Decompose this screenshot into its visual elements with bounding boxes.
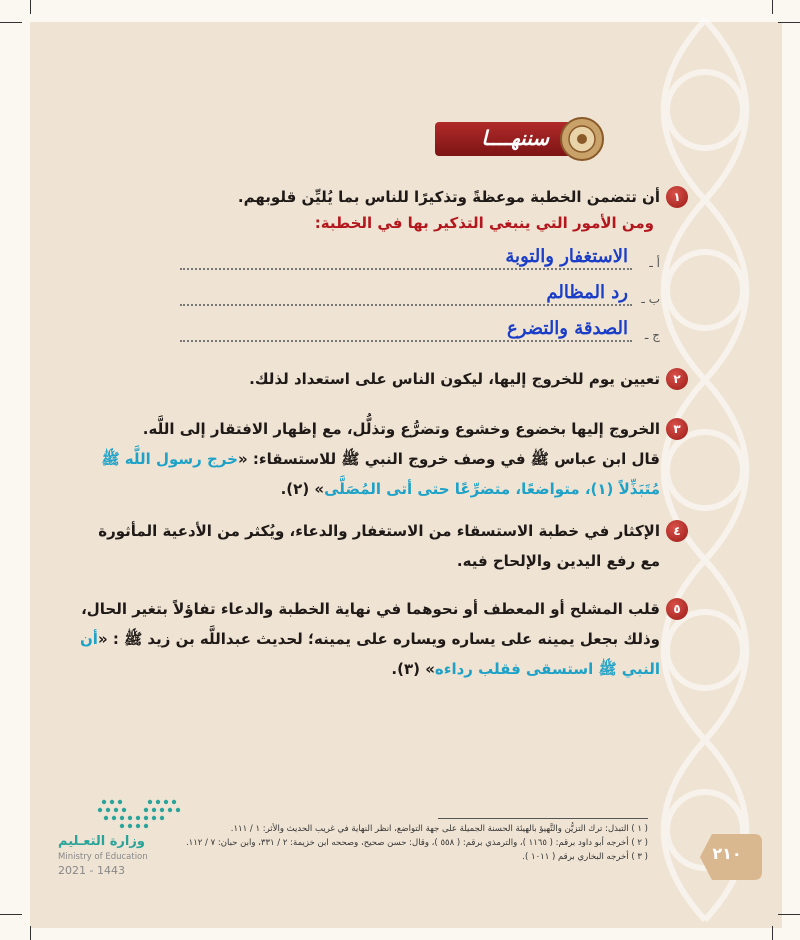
- item-quote-line: [60, 474, 660, 504]
- answer-line: [180, 304, 632, 306]
- section-title: سننهــــا: [481, 126, 549, 150]
- answer-line: [180, 340, 632, 342]
- item-text: تعيين يوم للخروج إليها، ليكون الناس على استعداد لذلك.: [249, 370, 660, 388]
- hadith-quote: أن: [79, 630, 98, 648]
- item-number-badge: ١: [666, 186, 688, 208]
- answer-row-a: [180, 246, 660, 276]
- item-text: أن تتضمن الخطبة موعظةً وتذكيرًا للناس بما يُليِّن قلوبهم.: [237, 188, 660, 206]
- list-item-4: [60, 516, 681, 576]
- ministry-name-arabic: وزارة التعـليم: [58, 834, 145, 849]
- answer-letter: ج ـ: [644, 328, 660, 342]
- answer-text: الاستغفار والتوبة: [505, 246, 628, 267]
- quote-end: » (٢).: [280, 480, 325, 498]
- quote-intro: وذلك بجعل يمينه على يساره ويساره على يمينه؛ لحديث عبداللَّه بن زيد ﷺ : «: [97, 630, 660, 648]
- item-number-badge: ٤: [666, 520, 688, 542]
- list-item-5: [60, 594, 681, 684]
- list-item-3: [60, 414, 681, 504]
- item-text: مع رفع اليدين والإلحاح فيه.: [456, 552, 660, 570]
- hadith-quote: خرج رسول اللَّه ﷺ: [101, 450, 238, 468]
- item-text: الإكثار في خطبة الاستسقاء من الاستغفار والدعاء، ويُكثر من الأدعية المأثورة: [98, 522, 660, 540]
- footnote-1: ( ١ ) التبذل: ترك التزيُّن والتَّهيؤ بالهيئة الحسنة الجميلة على جهة التواضع، انظر النهاية في غريب الحديث والأثر: ١ / ١١١.: [230, 824, 648, 834]
- answer-letter: أ ـ: [649, 256, 660, 270]
- item-quote-line: [60, 444, 660, 474]
- ministry-logo: [58, 796, 198, 886]
- ministry-dots-icon: [58, 796, 198, 830]
- ministry-name-english: Ministry of Education: [58, 852, 148, 862]
- answer-row-b: [180, 282, 660, 312]
- footnote-divider: [438, 818, 648, 819]
- quote-intro: قال ابن عباس ﷺ في وصف خروج النبي ﷺ للاستسقاء: «: [238, 450, 660, 468]
- list-item-2: [60, 366, 681, 392]
- answer-text: الصدقة والتضرع: [507, 318, 628, 339]
- item-text: قلب المشلح أو المعطف أو نحوهما في نهاية الخطبة والدعاء تفاؤلاً بتغير الحال،: [81, 600, 660, 618]
- answer-letter: ب ـ: [641, 292, 660, 306]
- item-number-badge: ٣: [666, 418, 688, 440]
- item-quote-line: [60, 624, 660, 654]
- quote-end: » (٣).: [391, 660, 435, 678]
- footnotes: [150, 822, 648, 864]
- ministry-year: 2021 - 1443: [58, 864, 125, 877]
- list-item-1: [60, 184, 681, 236]
- item-subheading: ومن الأمور التي ينبغي التذكير بها في الخطبة:: [314, 214, 654, 232]
- item-number-badge: ٢: [666, 368, 688, 390]
- answer-text: رد المظالم: [546, 282, 628, 303]
- footnote-3: ( ٣ ) أخرجه البخاري برقم ( ١٠١١ ).: [522, 852, 648, 862]
- hadith-quote: النبي ﷺ استسقى فقلب رداءه: [434, 660, 660, 678]
- answer-line: [180, 268, 632, 270]
- page-number: ٢١٠: [712, 844, 742, 863]
- answer-row-c: [180, 318, 660, 348]
- item-text: الخروج إليها بخضوع وخشوع وتضرُّع وتذلُّل، مع إظهار الافتقار إلى اللَّه.: [142, 420, 660, 438]
- item-number-badge: ٥: [666, 598, 688, 620]
- footnote-2: ( ٢ ) أخرجه أبو داود برقم: ( ١١٦٥ )، والترمذي برقم: ( ٥٥٨ )، وقال: حسن صحيح، وصححه ابن خزيمة: ٢ / ٣٣١، وابن حبان: ٧ / ١١٢.: [185, 838, 648, 848]
- item-quote-line: [60, 654, 660, 684]
- hadith-quote: مُتَبَذِّلاً (١)، متواضعًا، متضرِّعًا حتى أتى المُصَلَّى: [324, 480, 660, 498]
